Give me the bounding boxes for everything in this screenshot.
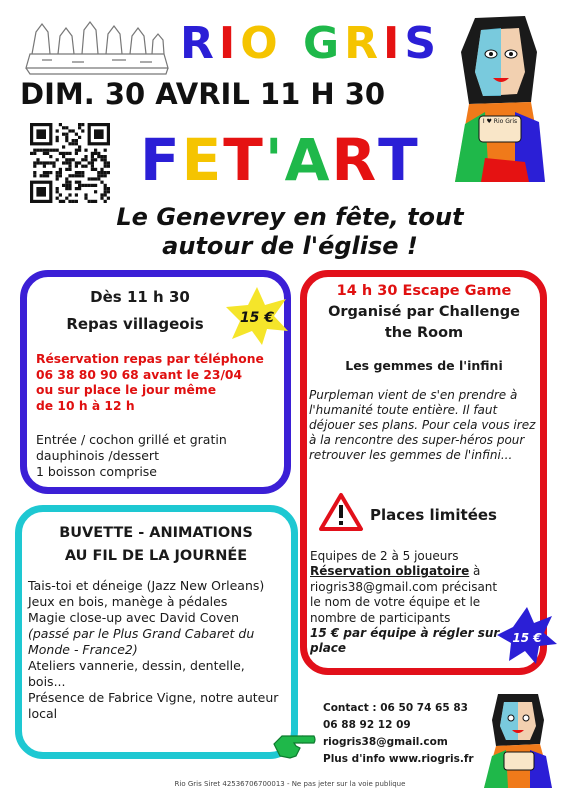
contact-info <box>323 700 493 768</box>
event-date-time: DIM. 30 AVRIL 11 H 30 <box>20 77 386 111</box>
warning-icon <box>318 492 364 532</box>
fetart-title <box>140 126 420 194</box>
escape-teams: Equipes de 2 à 5 joueurs <box>310 549 459 563</box>
rio-gris-letter <box>283 18 299 68</box>
qr-code <box>30 123 110 203</box>
escape-title-line <box>310 281 538 302</box>
activity-item-note: (passé par le Plus Grand Cabaret du Monde - France2) <box>28 626 255 657</box>
escape-title-line-2: Organisé par Challenge <box>328 304 520 320</box>
fetart-letter: R <box>331 126 379 194</box>
escape-resa-line <box>310 564 510 579</box>
buvette-activities <box>28 578 282 722</box>
contact-phone-1: Contact : 06 50 74 65 83 <box>323 702 468 714</box>
escape-title-line-3: the Room <box>384 325 464 341</box>
menu-line: 1 boisson comprise <box>36 464 157 479</box>
price-star-badge-escape <box>496 606 558 668</box>
activity-item: Magie close-up avec David Coven <box>28 610 240 625</box>
escape-title <box>310 281 538 344</box>
fetart-letter: T <box>223 126 265 194</box>
rio-gris-letter: O <box>240 18 279 69</box>
escape-subtitle: Les gemmes de l'infini <box>345 358 503 373</box>
rio-gris-title <box>180 18 470 68</box>
menu-line: dauphinois /dessert <box>36 448 159 463</box>
pointing-hand-icon <box>272 722 316 762</box>
escape-description: Purpleman vient de s'en prendre à l'humanité toute entière. Il faut déjouer ses plans. Pour cela vous irez à la rencontre des super-héros pour retrouver les gemmes de l'infini... <box>309 388 536 462</box>
fetart-letter: E <box>181 126 224 194</box>
repas-reservation-info <box>36 352 284 414</box>
repas-menu <box>36 432 284 480</box>
fetart-letter: T <box>378 126 420 194</box>
resa-line: ou sur place le jour même <box>36 383 217 397</box>
escape-title-line-1: 14 h 30 Escape Game <box>336 283 512 299</box>
rio-gris-letter: I <box>218 18 237 69</box>
escape-resa-label: Réservation obligatoire <box>310 564 470 579</box>
activity-item: Ateliers vannerie, dessin, dentelle, bois... <box>28 658 245 689</box>
escape-resa-suffix: à <box>469 564 481 579</box>
subtitle-line-2: autour de l'église ! <box>162 232 418 260</box>
escape-reservation-info <box>310 549 510 657</box>
places-limitees: Places limitées <box>370 506 497 524</box>
buvette-title-line-1: BUVETTE - ANIMATIONS <box>59 525 253 541</box>
colorful-portrait-illustration <box>445 12 555 192</box>
colorful-portrait-small <box>478 690 558 790</box>
buvette-title-line-2: AU FIL DE LA JOURNÉE <box>64 548 248 564</box>
portrait-sign-text: I ♥ Rio Gris <box>482 118 518 125</box>
resa-line: Réservation repas par téléphone <box>36 352 264 366</box>
price-star-badge <box>222 285 292 347</box>
village-sketch-illustration <box>22 14 172 78</box>
resa-line: 06 38 80 90 68 avant le 23/04 <box>36 367 243 382</box>
escape-price-line: 15 € par équipe à régler sur place <box>310 626 500 656</box>
repas-title: Repas villageois <box>66 315 204 333</box>
rio-gris-letter: I <box>383 18 401 69</box>
rio-gris-letter: G <box>303 18 341 69</box>
repas-time: Dès 11 h 30 <box>90 288 190 306</box>
activity-item: Jeux en bois, manège à pédales <box>28 594 228 609</box>
price-star-escape-label: 15 € <box>512 631 542 645</box>
rio-gris-letter: R <box>180 18 215 69</box>
resa-line: de 10 h à 12 h <box>36 398 135 413</box>
contact-website: Plus d'info www.riogris.fr <box>323 753 474 765</box>
rio-gris-letter: R <box>344 18 380 69</box>
fetart-letter: F <box>140 126 182 194</box>
subtitle-line-1: Le Genevrey en fête, tout <box>116 203 464 231</box>
activity-item: Tais-toi et déneige (Jazz New Orleans) <box>28 578 265 593</box>
buvette-title <box>28 522 284 568</box>
fetart-letter: ' <box>264 126 285 194</box>
footer-legal: Rio Gris Siret 42536706700013 - Ne pas jeter sur la voie publique <box>174 780 406 788</box>
price-star-label: 15 € <box>239 310 275 326</box>
subtitle <box>60 203 520 261</box>
activity-item: Présence de Fabrice Vigne, notre auteur local <box>28 690 279 721</box>
fetart-letter: A <box>284 126 332 194</box>
contact-email: riogris38@gmail.com <box>323 736 448 748</box>
escape-resa-detail: riogris38@gmail.com précisant le nom de votre équipe et le nombre de participants <box>310 579 498 625</box>
menu-line: Entrée / cochon grillé et gratin <box>36 432 227 447</box>
contact-phone-2: 06 88 92 12 09 <box>323 719 411 731</box>
rio-gris-letter: S <box>404 18 438 69</box>
